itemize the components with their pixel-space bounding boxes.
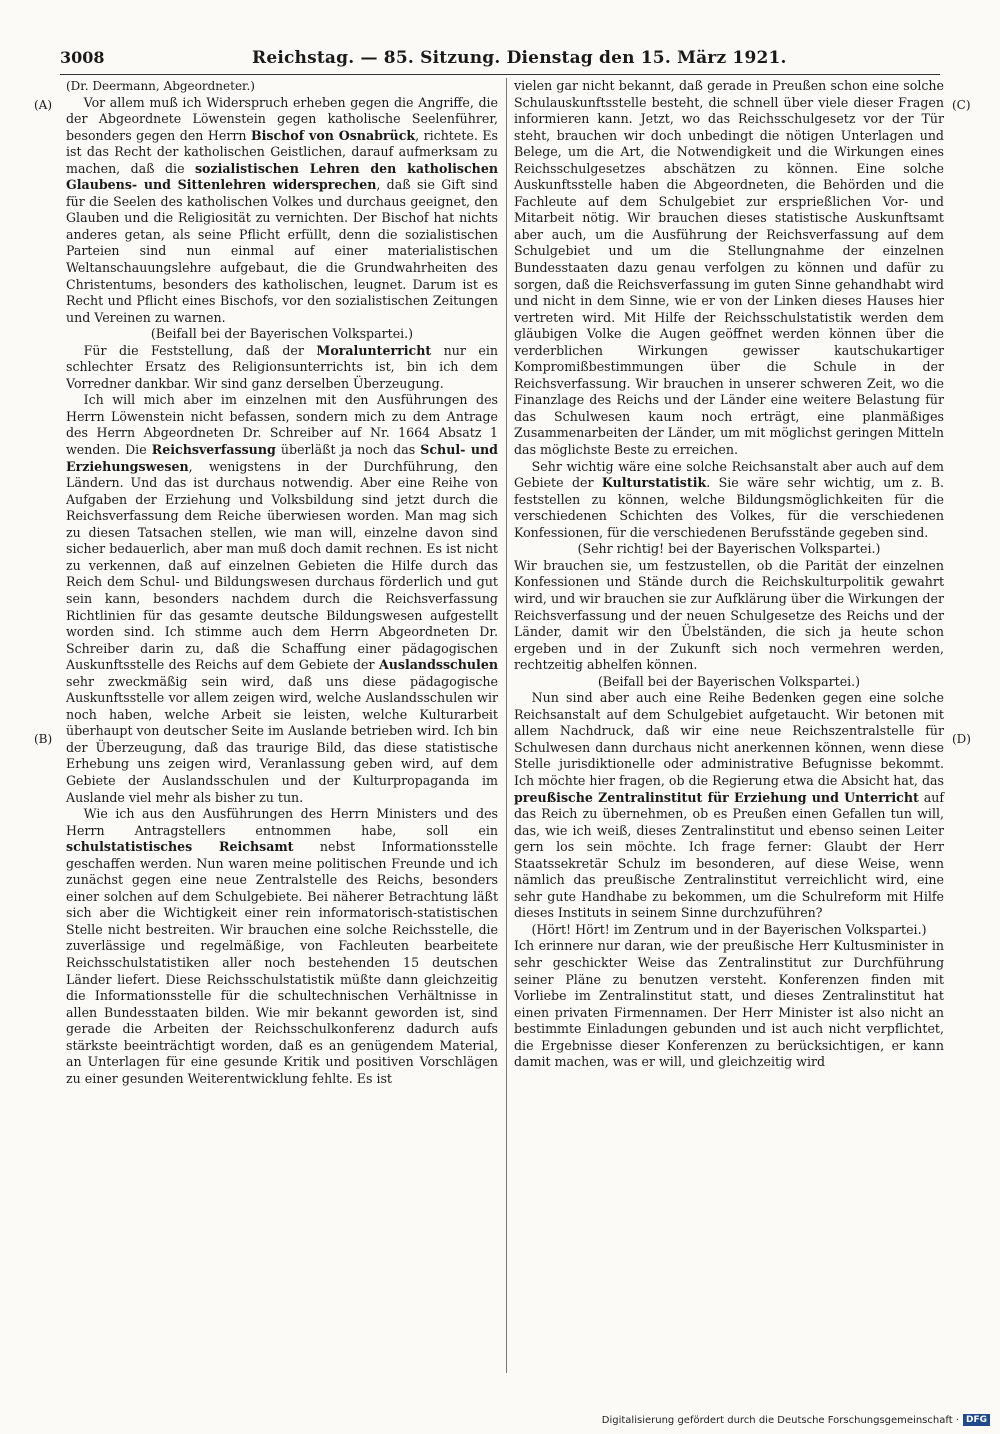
column-divider xyxy=(506,78,507,1373)
page-header xyxy=(60,44,940,75)
interjection: (Beifall bei der Bayerischen Volkspartei.) xyxy=(597,673,861,689)
paragraph: Für die Feststellung, daß der Moralunterricht nur ein schlechter Ersatz des Religionsunterrichts ist, bin ich dem Vorredner dankbar. Wir sind ganz derselben Überzeugung. xyxy=(66,342,499,391)
paragraph: Ich erinnere nur daran, wie der preußische Herr Kultusminister in sehr geschickter Weise das Zentralinstitut zur Durchführung seiner Pläne zu benutzen versteht. Konferenzen finden mit Vorliebe im Zentralinstitut statt, und dieses Zentralinstitut hat einen privaten Firmennamen. Der Herr Minister ist also nicht an bestimmte Einladungen gebunden und ist auch nicht verpflichtet, die Ergebnisse dieser Konferenzen zu berücksichtigen, er kann damit machen, was er will, und gleichzeitig wird xyxy=(514,938,944,1070)
interjection: (Beifall bei der Bayerischen Volkspartei.) xyxy=(150,326,414,342)
credit-text: Digitalisierung gefördert durch die Deutsche Forschungsgemeinschaft · xyxy=(601,1414,959,1426)
paragraph: Ich will mich aber im einzelnen mit den Ausführungen des Herrn Löwenstein nicht befassen, sondern mich zu dem Antrage des Herrn Abgeordneten Dr. Schreiber auf Nr. 1664 Absatz 1 wenden. Die Reichsverfassung überläßt ja noch das Schul- und Erziehungswesen, wenigstens in der Durchführung, den Ländern. Und das ist durchaus notwendig. Aber eine Reihe von Aufgaben der Erziehung und Volksbildung sind jetzt durch die Reichsverfassung dem Reiche überwiesen worden. Man mag sich zu diesen Tatsachen stellen, wie man will, einzelne davon sind sicher bedauerlich, aber man muß doch damit rechnen. Es ist nicht zu verkennen, daß auf einzelnen Gebieten die Hilfe durch das Reich dem Schul- und Bildungswesen durchaus förderlich und gut sein kann, besonders nachdem durch die Reichsverfassung Richtlinien für das gesamte deutsche Bildungswesen aufgestellt worden sind. Ich stimme auch dem Herrn Abgeordneten Dr. Schreiber darin zu, daß die Schaffung einer pädagogischen Auskunftsstelle des Reichs auf dem Gebiete der Auslandsschulen sehr zweckmäßig sein wird, daß uns diese pädagogische Auskunftsstelle vor allem zeigen wird, welche Auslandsschulen wir noch haben, welche Arbeit sie leisten, welche Kulturarbeit überhaupt von deutscher Seite im Auslande betrieben wird. Ich bin der Überzeugung, daß das traurige Bild, das diese statistische Erhebung uns zeigen wird, Veranlassung geben wird, auf dem Gebiete der Auslandsschulen und der Kulturpropaganda im Auslande viel mehr als bisher zu tun. xyxy=(66,392,498,805)
paragraph: Wir brauchen sie, um festzustellen, ob die Parität der einzelnen Konfessionen und Stände durch die Reichskulturpolitik gewahrt wird, und wir brauchen sie zur Aufklärung über die Wirkungen der Reichsverfassung und der neuen Schulgesetze des Reichs und der Länder, damit wir den Übelständen, die sich ja heute schon ergeben und in der Zukunft sich noch vermehren werden, rechtzeitig abhelfen können. xyxy=(514,557,944,673)
page-number: 3008 xyxy=(60,48,105,67)
dfg-logo: DFG xyxy=(963,1414,990,1426)
left-column xyxy=(66,78,498,1087)
margin-label-c: (C) xyxy=(952,98,971,112)
margin-label-b: (B) xyxy=(34,732,53,746)
paragraph: Wie ich aus den Ausführungen des Herrn Ministers und des Herrn Antragstellers entnommen habe, soll ein schulstatistisches Reichsamt nebst Informationsstelle geschaffen werden. Nun waren meine politischen Freunde und ich zunächst gegen eine neue Zentralstelle des Reichs, besonders einer solchen auf dem Schulgebiete. Bei näherer Betrachtung läßt sich aber die Wichtigkeit einer rein informatorisch-statistischen Stelle nicht bestreiten. Wir brauchen eine solche Reichsstelle, die zuverlässige und regelmäßige, von Fachleuten bearbeitete Reichsschulstatistiken aller noch bestehenden 15 deutschen Länder liefert. Diese Reichsschulstatistik müßte dann gleichzeitig die Informationsstelle für die schultechnischen Verhältnisse in allen Bundesstaaten bilden. Wie mir bekannt geworden ist, sind gerade die Arbeiten der Reichsschulkonferenz dadurch aufs stärkste beeinträchtigt worden, daß es an genügendem Material, an Unterlagen für eine gesunde Kritik und positiven Vorschlägen zu einer gesunden Weiterentwicklung fehlte. Es ist xyxy=(66,806,498,1086)
digitization-credit xyxy=(602,1414,990,1426)
paragraph: Sehr wichtig wäre eine solche Reichsanstalt aber auch auf dem Gebiete der Kulturstatistik. Sie wäre sehr wichtig, um z. B. feststellen zu können, welche Bildungsmöglichkeiten für die verschiedenen Schichten des Volkes, für die verschiedenen Konfessionen, für die verschiedenen Berufsstände gegeben sind. xyxy=(514,458,944,540)
paragraph: vielen gar nicht bekannt, daß gerade in Preußen schon eine solche Schulauskunftsstelle besteht, die schnell über viele dieser Fragen informieren kann. Jetzt, wo das Reichsschulgesetz vor der Tür steht, brauchen wir doch unbedingt die nötigen Unterlagen und Belege, um die Art, die Notwendigkeit und die Wirkungen eines Reichsschulgesetzes abschätzen zu können. Eine solche Auskunftsstelle haben die Abgeordneten, die Behörden und die Fachleute auf dem Schulgebiet zur ersprießlichen Vor- und Mitarbeit nötig. Wir brauchen dieses statistische Auskunftsamt aber auch, um die Ausführung der Reichsverfassung auf dem Schulgebiet und um die Stellungnahme der einzelnen Bundesstaaten dazu genau verfolgen zu können und dafür zu sorgen, daß die Reichsverfassung im guten Sinne gehandhabt wird und nicht in dem Sinne, wie er von der Linken dieses Hauses hier vertreten wird. Mit Hilfe der Reichsschulstatistik werden dem gläubigen Volke die Augen geöffnet werden können über die verderblichen Wirkungen gewisser kautschukartiger Kompromißbestimmungen über die Schule in der Reichsverfassung. Wir brauchen in unserer schweren Zeit, wo die Finanzlage des Reichs und der Länder eine weitere Belastung für das Schulwesen kaum noch erträgt, eine planmäßiges Zusammenarbeiten der Länder, um mit möglichst geringen Mitteln das möglichste Beste zu erreichen. xyxy=(514,78,944,458)
interjection: (Sehr richtig! bei der Bayerischen Volkspartei.) xyxy=(577,541,881,557)
margin-label-a: (A) xyxy=(34,98,53,112)
paragraph: Vor allem muß ich Widerspruch erheben gegen die Angriffe, die der Abgeordnete Löwenstein gegen katholische Seelenführer, besonders gegen den Herrn Bischof von Osnabrück, richtete. Es ist das Recht der katholischen Geistlichen, darauf aufmerksam zu machen, daß die sozialistischen Lehren den katholischen Glaubens- und Sittenlehren widersprechen, daß sie Gift sind für die Seelen des katholischen Volkes und durchaus geeignet, den Glauben und die Religiosität zu vernichten. Der Bischof hat nichts anderes getan, als seine Pflicht erfüllt, denn die sozialistischen Parteien sind nun einmal auf einer materialistischen Weltanschauungslehre aufgebaut, die die Grundwahrheiten des Christentums, besonders des katholischen, leugnet. Darum ist es Recht und Pflicht eines Bischofs, vor den sozialistischen Zeitungen und Vereinen zu warnen. xyxy=(66,94,499,325)
right-column xyxy=(514,78,944,1071)
interjection: (Hört! Hört! im Zentrum und in der Bayerischen Volkspartei.) xyxy=(531,921,927,937)
running-title: Reichstag. — 85. Sitzung. Dienstag den 15. März 1921. xyxy=(252,48,787,68)
margin-label-d: (D) xyxy=(952,732,971,746)
paragraph: Nun sind aber auch eine Reihe Bedenken gegen eine solche Reichsanstalt auf dem Schulgebiet aufgetaucht. Wir betonen mit allem Nachdruck, daß wir eine neue Reichszentralstelle für Schulwesen dann durchaus nicht anerkennen können, wenn diese Stelle jurisdiktionelle oder administrative Befugnisse bekommt. Ich möchte hier fragen, ob die Regierung etwa die Absicht hat, das preußische Zentralinstitut für Erziehung und Unterricht auf das Reich zu übernehmen, ob es Preußen einen Gefallen tun will, das, wie ich weiß, dieses Zentralinstitut und ebenso seinen Leiter gern los sein möchte. Ich frage ferner: Glaubt der Herr Staatssekretär Schulz im besonderen, auf diese Weise, wenn nämlich das preußische Zentralinstitut verreichlicht wird, eine sehr gute Handhabe zu bekommen, um die Schulreform mit Hilfe dieses Instituts in seinem Sinne durchzuführen? xyxy=(514,690,944,921)
speaker-note: (Dr. Deermann, Abgeordneter.) xyxy=(66,79,255,93)
